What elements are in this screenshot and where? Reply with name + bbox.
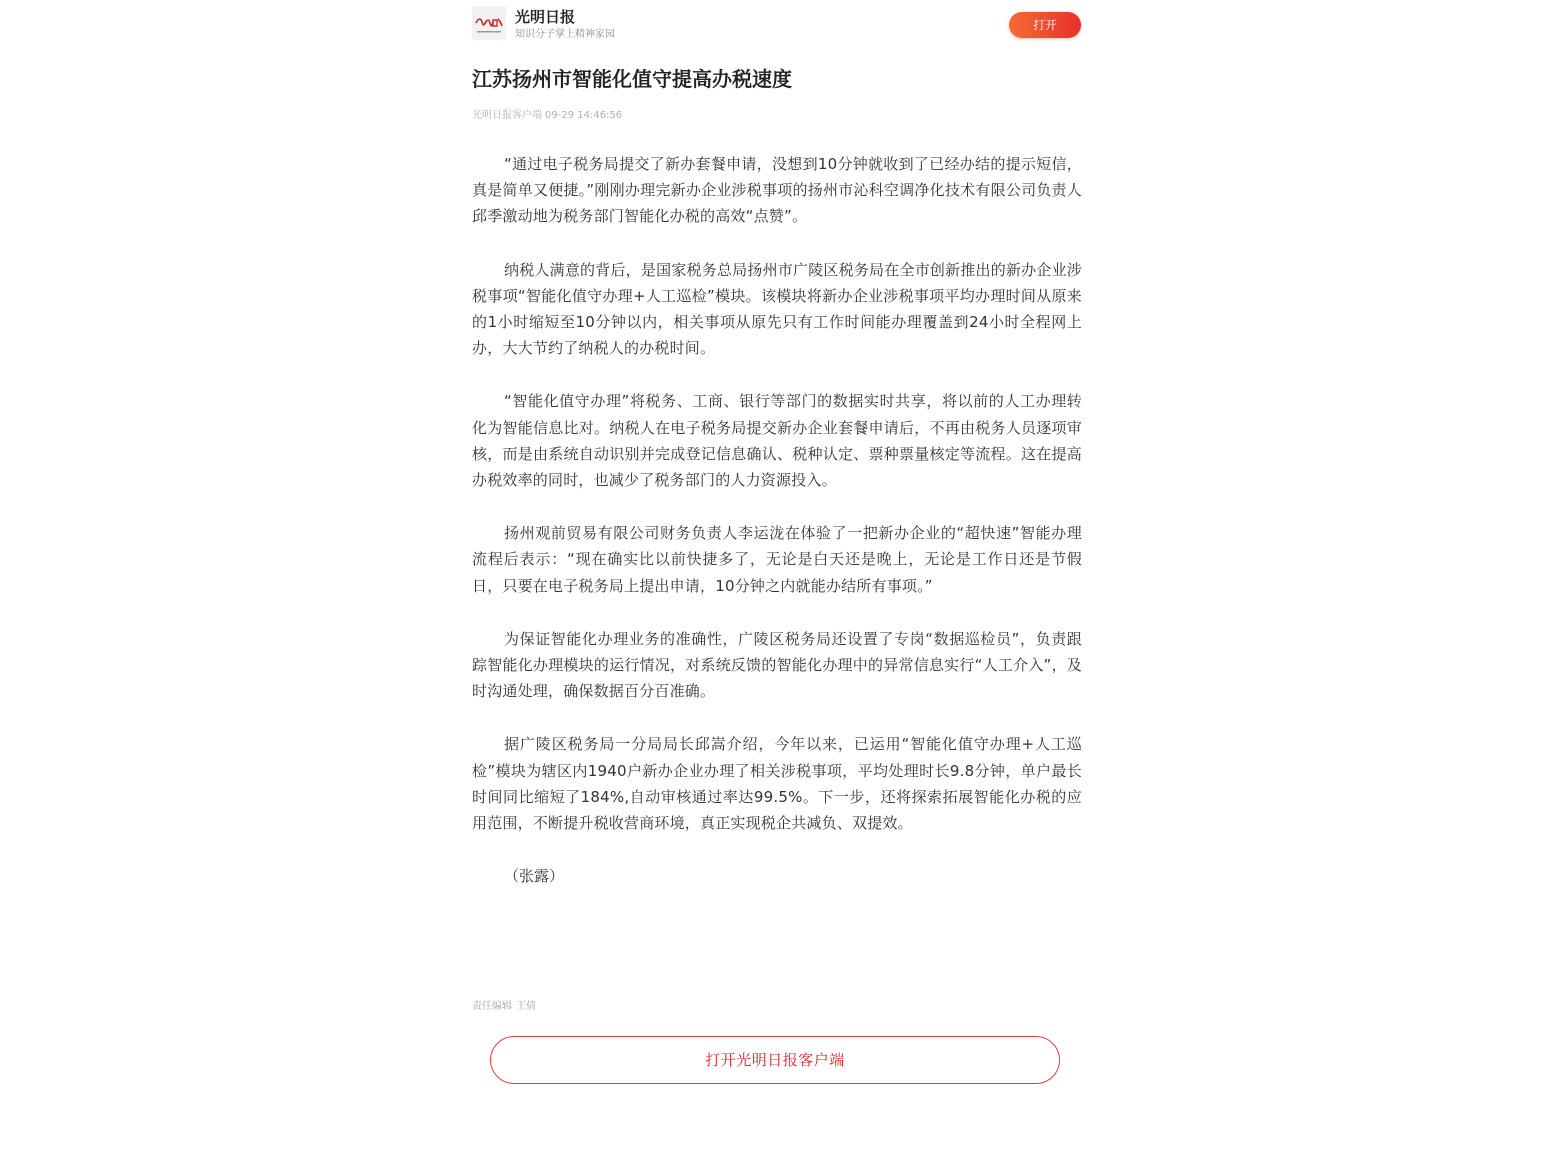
article-paragraph: 扬州观前贸易有限公司财务负责人李运泷在体验了一把新办企业的“超快速”智能办理流程后表示：“现在确实比以前快捷多了，无论是白天还是晚上，无论是工作日还是节假日，只要在电子税务局上提出申请，10分钟之内就能办结所有事项。” [472,524,1082,595]
article-datetime: 09-29 14:46:56 [545,110,623,121]
brand-logo[interactable] [472,6,506,40]
article-paragraph: 纳税人满意的背后，是国家税务总局扬州市广陵区税务局在全市创新推出的新办企业涉税事项“智能化值守办理+人工巡检”模块。该模块将新办企业涉税事项平均办理时间从原来的1小时缩短至10分钟以内，相关事项从原先只有工作时间能办理覆盖到24小时全程网上办，大大节约了纳税人的办税时间。 [472,260,1082,358]
editor-name: 王倩 [516,1001,536,1012]
brand-name: 光明日报 [515,8,576,26]
app-header [472,6,1082,52]
responsible-editor [472,1000,536,1014]
article-paragraph: “通过电子税务局提交了新办套餐申请，没想到10分钟就收到了已经办结的提示短信，真是简单又便捷。”刚刚办理完新办企业涉税事项的扬州市沁科空调净化技术有限公司负责人邱季激动地为税务部门智能化办税的高效“点赞”。 [472,155,1082,226]
article-paragraph: 为保证智能化办理业务的准确性，广陵区税务局还设置了专岗“数据巡检员”，负责跟踪智能化办理模块的运行情况，对系统反馈的智能化办理中的异常信息实行“人工介入”，及时沟通处理，确保数据百分百准确。 [472,629,1082,701]
article-source: 光明日报客户端 [472,110,542,121]
article-body [472,151,1082,889]
article-paragraph: “智能化值守办理”将税务、工商、银行等部门的数据实时共享，将以前的人工办理转化为智能信息比对。纳税人在电子税务局提交新办企业套餐申请后，不再由税务人员逐项审核，而是由系统自动识别并完成登记信息确认、税种认定、票种票量核定等流程。这在提高办税效率的同时，也减少了税务部门的人力资源投入。 [472,392,1082,490]
article-meta [472,109,622,123]
brand-logo-icon [472,6,506,40]
brand-text [515,8,615,42]
brand-slogan: 知识分子掌上精神家园 [515,29,615,40]
open-client-button[interactable]: 打开光明日报客户端 [490,1036,1060,1084]
open-app-button[interactable]: 打开 [1009,12,1081,38]
content-column [472,0,1082,1012]
article-paragraph: 据广陵区税务局一分局局长邱嵩介绍，今年以来，已运用“智能化值守办理+人工巡检”模块为辖区内1940户新办企业办理了相关涉税事项，平均处理时长9.8分钟，单户最长时间同比缩短了184%,自动审核通过率达99.5%。下一步，还将探索拓展智能化办税的应用范围，不断提升税收营商环境，真正实现税企共减负、双提效。 [472,735,1082,833]
editor-label: 责任编辑 [472,1001,512,1012]
article-signature: （张露） [504,867,565,886]
article-title: 江苏扬州市智能化值守提高办税速度 [472,67,792,91]
